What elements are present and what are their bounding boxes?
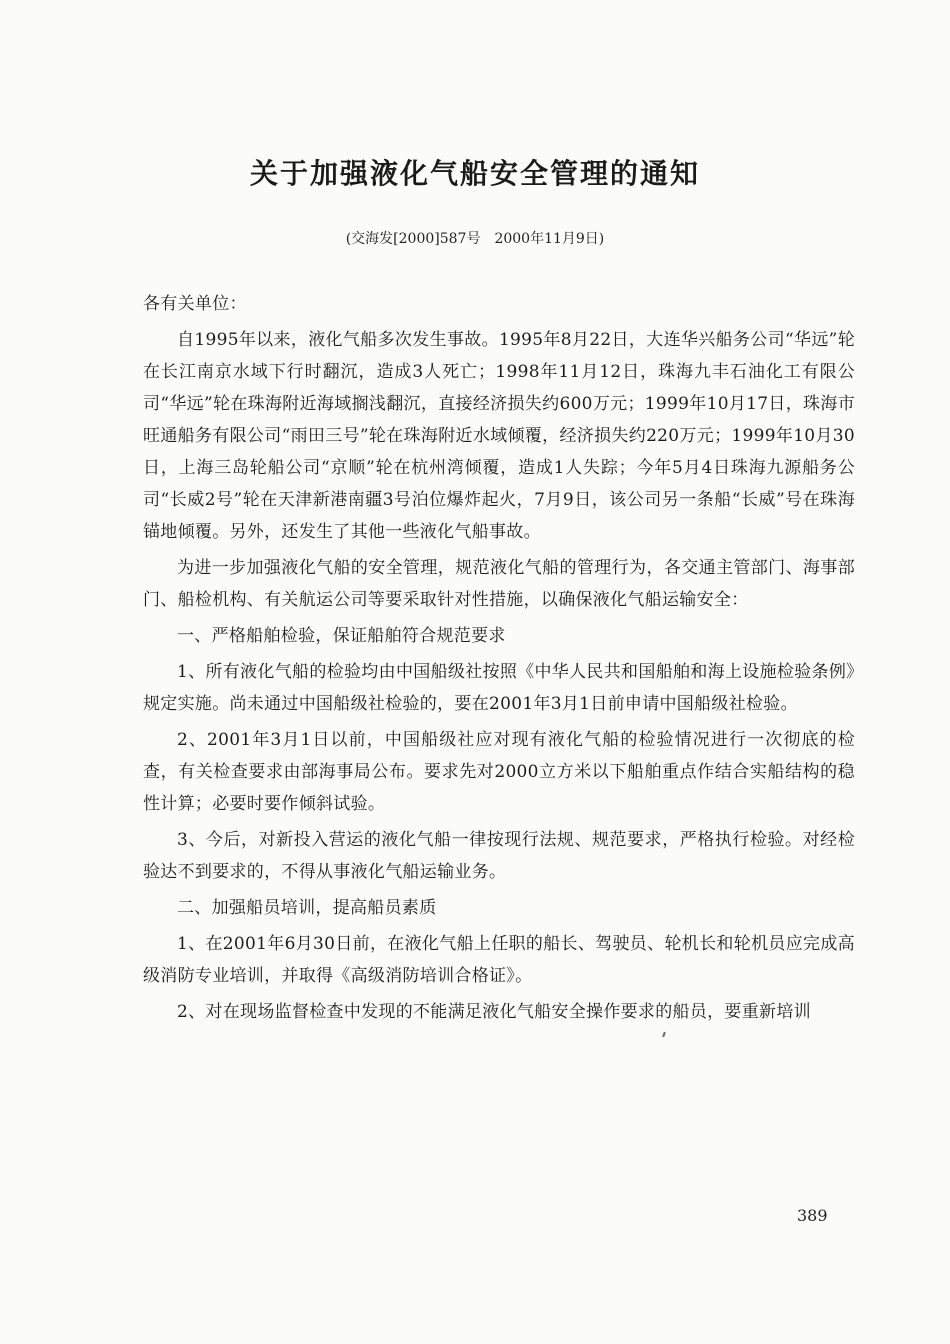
paragraph-incidents: 自1995年以来，液化气船多次发生事故。1995年8月22日，大连华兴船务公司“华远”轮在长江南京水域下行时翻沉，造成3人死亡；1998年11月12日，珠海九丰石油化工有限公司“华远”轮在珠海附近海域搁浅翻沉，直接经济损失约600万元；1999年10月17日，珠海市旺通船务有限公司“雨田三号”轮在珠海附近水域倾覆，经济损失约220万元；1999年10月30日，上海三岛轮船公司“京顺”轮在杭州湾倾覆，造成1人失踪；今年5月4日珠海九源船务公司“长威2号”轮在天津新港南疆3号泊位爆炸起火，7月9日，该公司另一条船“长威”号在珠海锚地倾覆。另外，还发生了其他一些液化气船事故。 [143, 330, 855, 542]
paragraph-item: 1、在2001年6月30日前，在液化气船上任职的船长、驾驶员、轮机长和轮机员应完成高级消防专业培训，并取得《高级消防培训合格证》。 [143, 934, 855, 986]
paragraph-measures: 为进一步加强液化气船的安全管理，规范液化气船的管理行为，各交通主管部门、海事部门、船检机构、有关航运公司等要采取针对性措施，以确保液化气船运输安全： [143, 558, 855, 610]
document-reference: (交海发[2000]587号 2000年11月9日) [345, 231, 605, 247]
salutation: 各有关单位： [143, 294, 247, 314]
document-title: 关于加强液化气船安全管理的通知 [249, 157, 700, 190]
paragraph-item: 3、今后，对新投入营运的液化气船一律按现行法规、规范要求，严格执行检验。对经检验达不到要求的，不得从事液化气船运输业务。 [143, 830, 855, 882]
section-heading-training: 二、加强船员培训，提高船员素质 [177, 898, 437, 918]
paragraph-item: 1、所有液化气船的检验均由中国船级社按照《中华人民共和国船舶和海上设施检验条例》规定实施。尚未通过中国船级社检验的，要在2001年3月1日前申请中国船级社检验。 [143, 662, 855, 714]
document-body [143, 288, 855, 1032]
paragraph-item: 2、2001年3月1日以前，中国船级社应对现有液化气船的检验情况进行一次彻底的检查，有关检查要求由部海事局公布。要求先对2000立方米以下船舶重点作结合实船结构的稳性计算；必要时要作倾斜试验。 [143, 730, 855, 814]
section-heading-inspection: 一、严格船舶检验，保证船舶符合规范要求 [177, 626, 506, 646]
scan-speck [662, 1032, 666, 1037]
page-number: 389 [797, 1206, 828, 1225]
paragraph-item: 2、对在现场监督检查中发现的不能满足液化气船安全操作要求的船员，要重新培训 [177, 1002, 811, 1022]
